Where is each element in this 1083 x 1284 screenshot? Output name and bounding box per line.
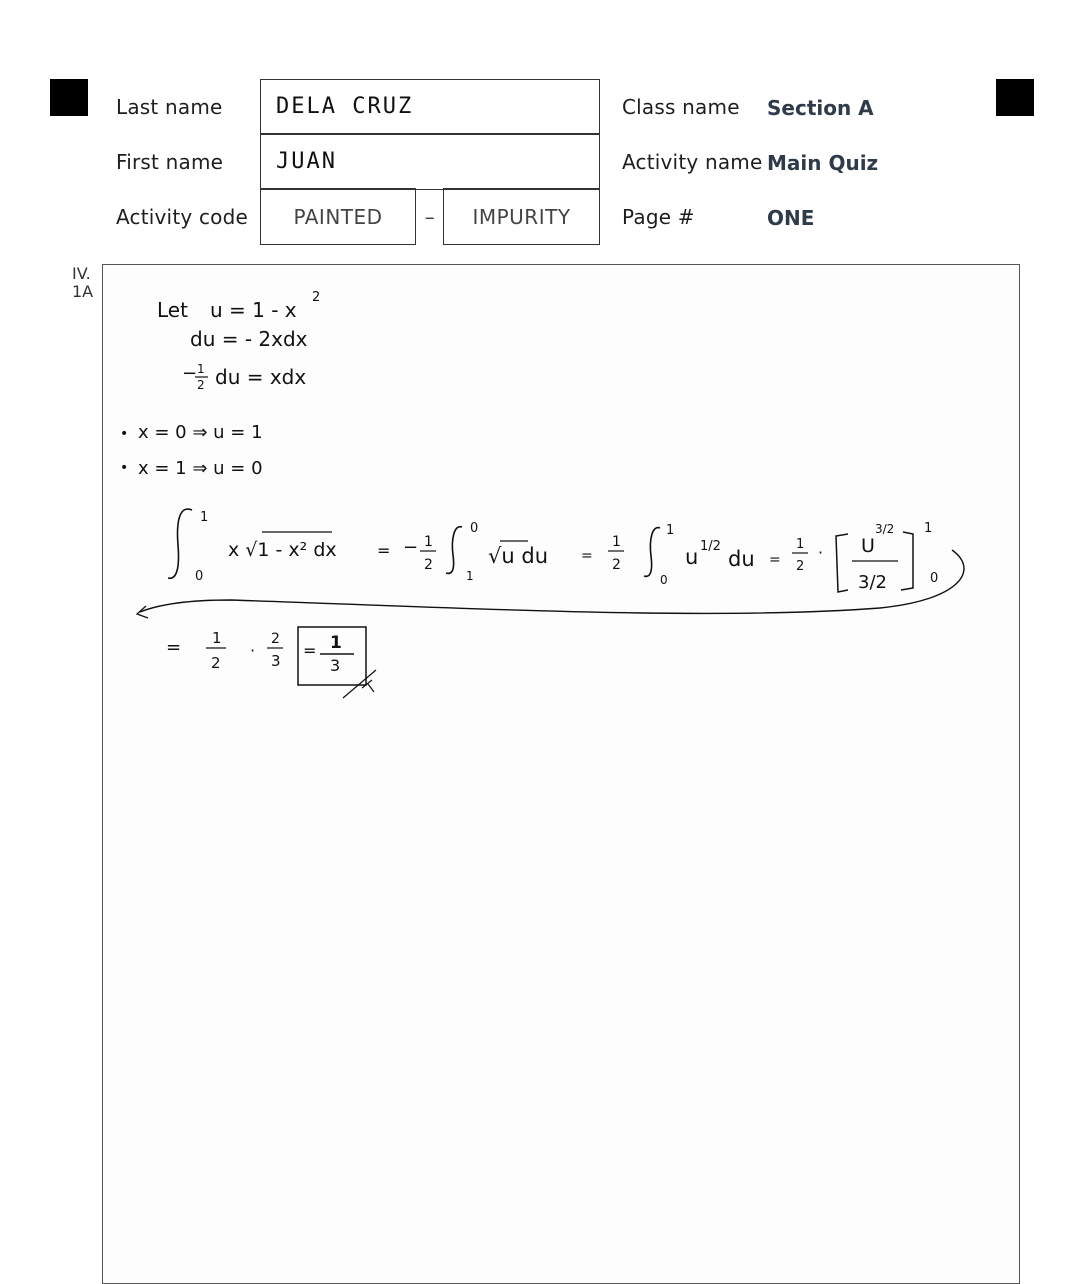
integral-2-upper: 0 bbox=[470, 521, 479, 536]
bracket-num-exp: 3/2 bbox=[875, 522, 895, 536]
work-cond2: x = 1 ⇒ u = 0 bbox=[138, 458, 263, 479]
work-line1: u = 1 - x bbox=[210, 298, 297, 322]
final-twothirds-den: 3 bbox=[271, 652, 281, 670]
work-line3-half-den: 2 bbox=[197, 378, 205, 392]
corner-marker-right bbox=[996, 79, 1034, 116]
integral-3-lower: 0 bbox=[660, 573, 668, 587]
final-dot: · bbox=[250, 641, 256, 660]
final-half-den: 2 bbox=[211, 654, 221, 672]
activity-code-dash: – bbox=[424, 205, 436, 229]
final-half-num: 1 bbox=[212, 629, 222, 647]
work-line3-half-num: 1 bbox=[197, 362, 205, 376]
equals-1: = bbox=[377, 541, 391, 560]
work-let: Let bbox=[157, 298, 188, 322]
work-line2: du = - 2xdx bbox=[190, 327, 308, 351]
bracket-num: U bbox=[861, 535, 875, 557]
half-2-num: 1 bbox=[424, 534, 433, 550]
last-name-label: Last name bbox=[116, 95, 223, 119]
minus-2: − bbox=[403, 537, 419, 558]
answer-area[interactable] bbox=[102, 264, 1020, 1284]
work-line3: du = xdx bbox=[215, 365, 307, 389]
integral-expr: x √1 - x² dx bbox=[228, 539, 337, 561]
class-name-label: Class name bbox=[622, 95, 740, 119]
first-name-label: First name bbox=[116, 150, 224, 174]
first-name-value: JUAN bbox=[276, 149, 337, 174]
final-equals: = bbox=[166, 637, 182, 658]
step3-du: du bbox=[728, 547, 755, 571]
final-answer-den: 3 bbox=[330, 656, 341, 675]
final-answer-num: 1 bbox=[330, 633, 342, 653]
half-3-num: 1 bbox=[612, 534, 621, 550]
last-name-field[interactable] bbox=[260, 79, 600, 135]
half-4-den: 2 bbox=[796, 559, 805, 574]
question-number-item: 1A bbox=[72, 282, 94, 301]
final-twothirds-num: 2 bbox=[271, 631, 280, 647]
work-line1-exp: 2 bbox=[312, 290, 321, 305]
step3-exp: 1/2 bbox=[700, 539, 721, 554]
integral-1-upper: 1 bbox=[200, 510, 209, 525]
integral-3-upper: 1 bbox=[666, 523, 675, 538]
page-number-label: Page # bbox=[622, 205, 695, 229]
page-number-value: ONE bbox=[767, 206, 815, 230]
step3-expr: u bbox=[685, 545, 699, 569]
last-name-value: DELA CRUZ bbox=[276, 94, 414, 119]
bracket-den: 3/2 bbox=[858, 572, 887, 593]
answer-box-equals: = bbox=[303, 641, 317, 660]
activity-code-part1: PAINTED bbox=[293, 205, 383, 229]
bracket-lower: 0 bbox=[930, 571, 939, 586]
half-2-den: 2 bbox=[424, 557, 433, 573]
work-cond1: x = 0 ⇒ u = 1 bbox=[138, 422, 263, 443]
first-name-field[interactable] bbox=[260, 133, 600, 190]
integral-1-lower: 0 bbox=[195, 569, 204, 584]
work-line3-minus: − bbox=[182, 363, 198, 384]
corner-marker-left bbox=[50, 79, 88, 116]
activity-name-label: Activity name bbox=[622, 150, 763, 174]
half-3-den: 2 bbox=[612, 557, 621, 573]
activity-code-part2: IMPURITY bbox=[472, 205, 571, 229]
bullet-1: • bbox=[120, 426, 129, 442]
integral-2-lower: 1 bbox=[466, 569, 474, 583]
activity-name-value: Main Quiz bbox=[767, 151, 879, 175]
half-4-num: 1 bbox=[796, 537, 805, 552]
activity-code-label: Activity code bbox=[116, 205, 248, 229]
dot-mult: · bbox=[818, 543, 824, 562]
bullet-2: • bbox=[120, 460, 129, 476]
equals-3: = bbox=[769, 552, 781, 568]
question-number-section: IV. bbox=[72, 264, 91, 283]
bracket-upper: 1 bbox=[924, 521, 933, 536]
step2-expr: √u du bbox=[488, 544, 549, 568]
equals-2: = bbox=[581, 548, 593, 564]
class-name-value: Section A bbox=[767, 96, 874, 120]
question-number bbox=[72, 265, 93, 301]
